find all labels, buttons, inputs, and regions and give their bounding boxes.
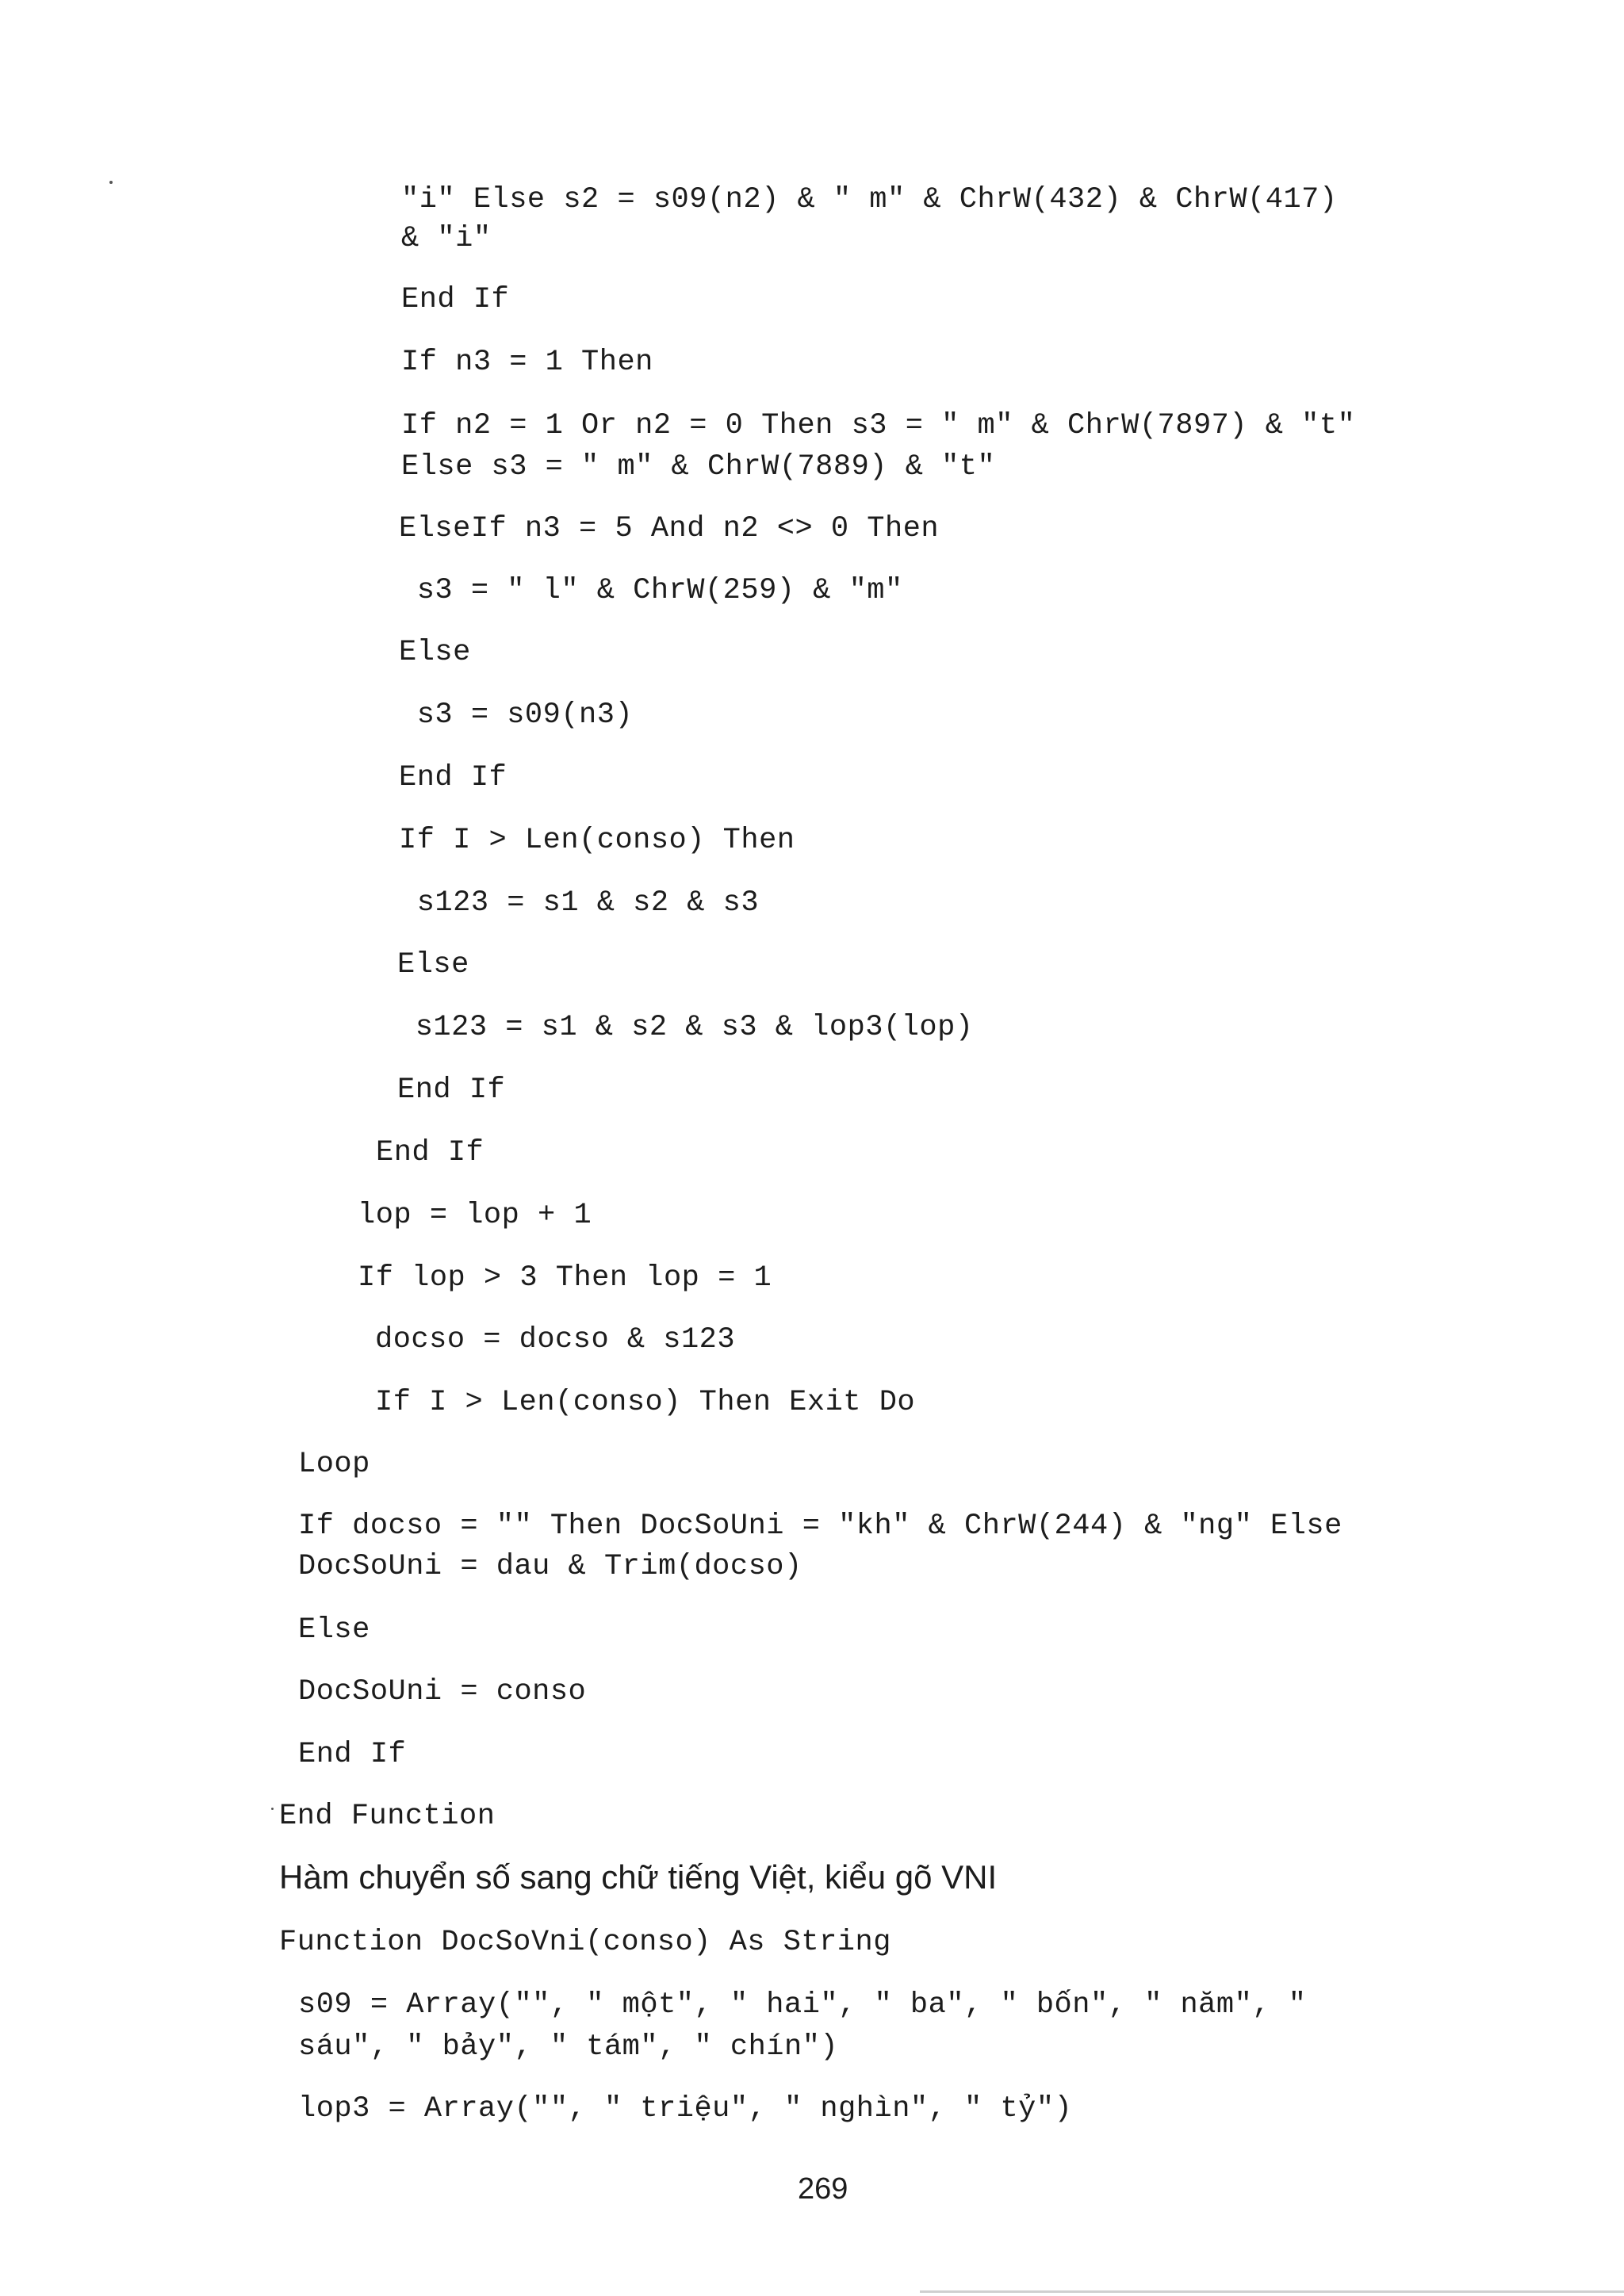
- code-line: If n2 = 1 Or n2 = 0 Then s3 = " m″ & ChrW(7897) & "t″: [401, 409, 1356, 442]
- scan-speck: [109, 181, 113, 184]
- code-line: s3 = " l″ & ChrW(259) & "m″: [399, 574, 903, 607]
- page-edge-shadow: [920, 2290, 1624, 2293]
- code-line: DocSoUni = conso: [298, 1675, 587, 1709]
- code-line: DocSoUni = dau & Trim(docso): [298, 1550, 802, 1583]
- section-heading: Hàm chuyển số sang chữ tiếng Việt, kiểu gõ VNI: [279, 1858, 998, 1896]
- code-line: Else s3 = " m″ & ChrW(7889) & "t″: [401, 450, 996, 484]
- code-line: docso = docso & s123: [375, 1323, 736, 1357]
- code-line: End Function: [279, 1800, 496, 1833]
- code-line: End If: [376, 1136, 485, 1169]
- code-line: & "i″: [401, 222, 492, 255]
- code-line: sáu″, " bảy″, " tám″, " chín″): [298, 2030, 839, 2064]
- scan-speck: [271, 1808, 274, 1810]
- code-line: End If: [298, 1738, 407, 1771]
- code-line: End If: [401, 283, 510, 316]
- page-number: 269: [798, 2172, 848, 2206]
- code-line: lop = lop + 1: [358, 1199, 592, 1232]
- code-line: If I > Len(conso) Then: [399, 824, 795, 857]
- code-line: If n3 = 1 Then: [401, 346, 653, 379]
- code-line: Else: [397, 948, 469, 982]
- code-line: s123 = s1 & s2 & s3: [399, 886, 760, 920]
- code-line: If docso = "″ Then DocSoUni = "kh″ & ChrW(244) & "ng″ Else: [298, 1510, 1342, 1543]
- code-line: Else: [399, 636, 471, 669]
- code-line: "i″ Else s2 = s09(n2) & " m″ & ChrW(432) & ChrW(417): [401, 183, 1338, 216]
- code-line: End If: [397, 1073, 506, 1107]
- code-line: Loop: [298, 1448, 370, 1481]
- code-line: If I > Len(conso) Then Exit Do: [375, 1386, 916, 1419]
- code-line: End If: [399, 761, 508, 794]
- code-line: ElseIf n3 = 5 And n2 <> 0 Then: [399, 512, 940, 545]
- code-line: Function DocSoVni(conso) As String: [279, 1926, 891, 1959]
- code-line: Else: [298, 1613, 370, 1647]
- code-line: s09 = Array("″, " một″, " hai″, " ba″, " bốn″, " năm″, ": [298, 1988, 1307, 2022]
- code-line: lop3 = Array("″, " triệu″, " nghìn″, " tỷ″): [298, 2092, 1073, 2126]
- code-line: If lop > 3 Then lop = 1: [358, 1261, 772, 1295]
- code-line: s3 = s09(n3): [399, 698, 634, 732]
- code-line: s123 = s1 & s2 & s3 & lop3(lop): [397, 1011, 974, 1044]
